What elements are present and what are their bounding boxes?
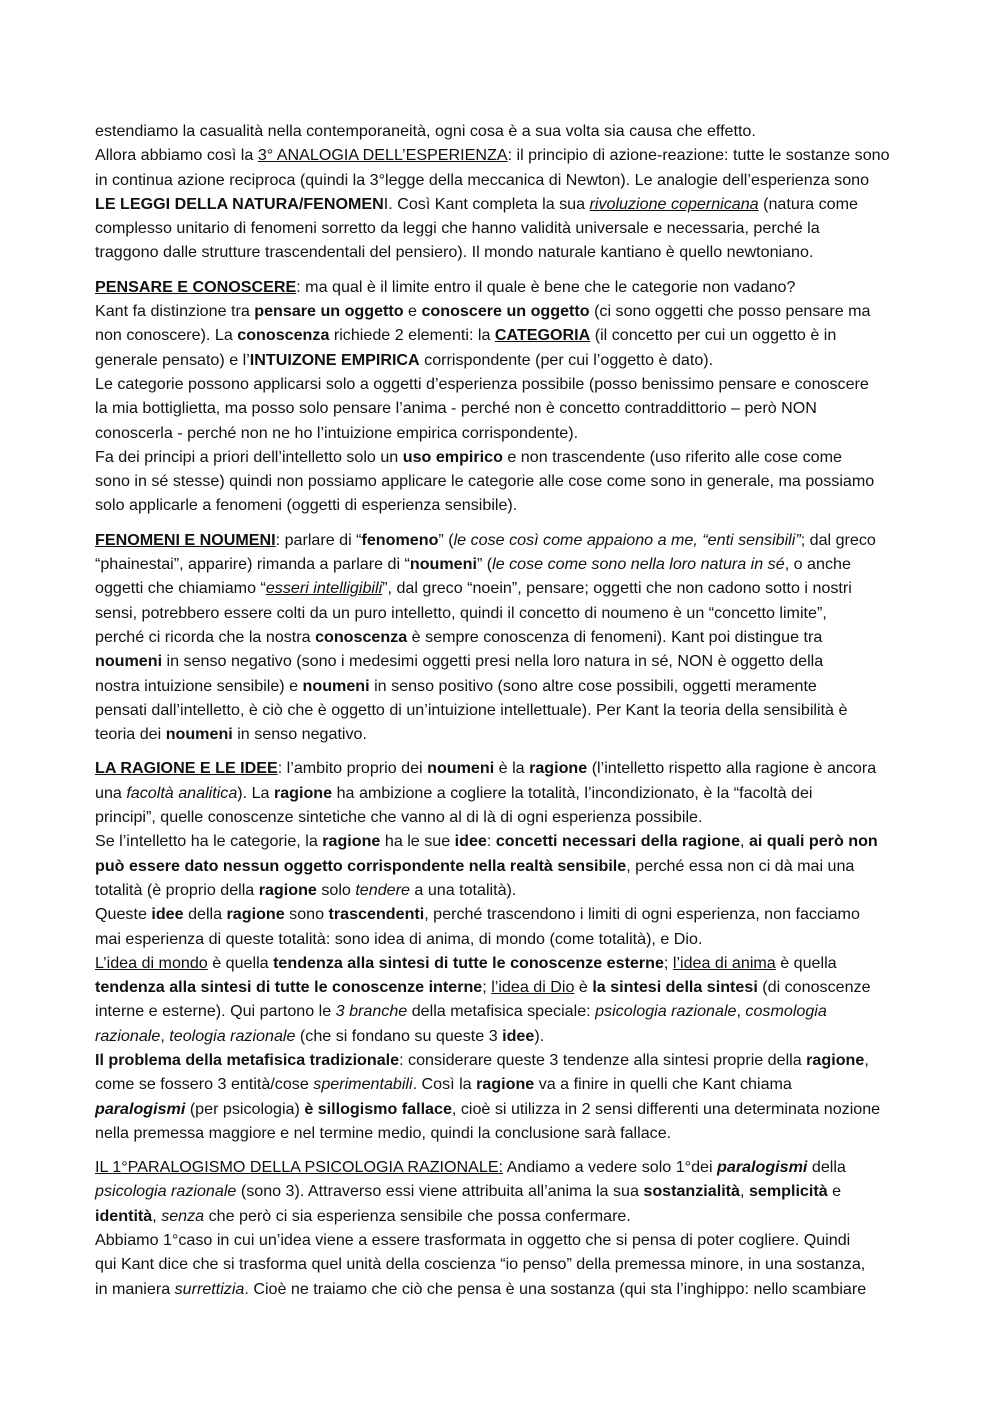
text-line: una facoltà analitica). La ragione ha ambizione a cogliere la totalità, l’incondizionato, è la “facoltà dei — [95, 783, 813, 802]
text-line: totalità (è proprio della ragione solo tendere a una totalità). — [95, 880, 517, 899]
text-line: oggetti che chiamiamo “esseri intelligibili”, dal greco “noein”, pensare; oggetti che non cadono sotto i nostri — [95, 579, 852, 598]
text-line: Fa dei principi a priori dell’intelletto solo un uso empirico e non trascendente (uso riferito alle cose come — [95, 447, 842, 466]
text-line: solo applicarle a fenomeni (oggetti di esperienza sensibile). — [95, 496, 518, 515]
text-line: interne e esterne). Qui partono le 3 branche della metafisica speciale: psicologia razionale, cosmologia — [95, 1002, 827, 1021]
text-line: qui Kant dice che si trasforma quel unità della coscienza “io penso” della premessa minore, in una sostanza, — [95, 1255, 866, 1274]
text-line: sono in sé stesse) quindi non possiamo applicare le categorie alle cose come sono in generale, ma possiamo — [95, 472, 875, 491]
paragraph-intro — [95, 119, 910, 265]
text-line: estendiamo la casualità nella contemporaneità, ogni cosa è a sua volta sia causa che effetto. — [95, 122, 756, 140]
text-line: Queste idee della ragione sono trascendenti, perché trascendono i limiti di ogni esperienza, non facciamo — [95, 905, 860, 924]
text-line: paralogismi (per psicologia) è sillogismo fallace, cioè si utilizza in 2 sensi differenti una determinata nozione — [95, 1099, 881, 1118]
text-line: “phainestai”, apparire) rimanda a parlare di “noumeni” (le cose come sono nella loro natura in sé, o anche — [95, 555, 851, 574]
text-line: in continua azione reciproca (quindi la 3°legge della meccanica di Newton). Le analogie dell’esperienza sono — [95, 170, 870, 189]
text-line: conoscerla - perché non ne ho l’intuizione empirica corrispondente). — [95, 423, 579, 442]
text-line: non conoscere). La conoscenza richiede 2 elementi: la CATEGORIA (il concetto per cui un oggetto è in — [95, 326, 837, 345]
text-line: PENSARE E CONOSCERE: ma qual è il limite entro il quale è bene che le categorie non vadano? — [95, 277, 796, 296]
text-line: Kant fa distinzione tra pensare un oggetto e conoscere un oggetto (ci sono oggetti che posso pensare ma — [95, 302, 871, 321]
text-line: Il problema della metafisica tradizionale: considerare queste 3 tendenze alla sintesi proprie della ragione, — [95, 1050, 869, 1069]
text-line: traggono dalle strutture trascendentali del pensiero). Il mondo naturale kantiano è quello newtoniano. — [95, 243, 814, 262]
text-line: psicologia razionale (sono 3). Attraverso essi viene attribuita all’anima la sua sostanzialità, semplicità e — [95, 1182, 842, 1201]
text-line: nostra intuizione sensibile) e noumeni in senso positivo (sono altre cose possibili, oggetti meramente — [95, 676, 817, 695]
text-line: mai esperienza di queste totalità: sono idea di anima, di mondo (come totalità), e Dio. — [95, 929, 703, 948]
text-line: può essere dato nessun oggetto corrispondente nella realtà sensibile, perché essa non ci dà mai una — [95, 856, 855, 875]
text-line: L’idea di mondo è quella tendenza alla sintesi di tutte le conoscenze esterne; l’idea di anima è quella — [95, 953, 837, 972]
text-line: pensati dall’intelletto, è ciò che è oggetto di un’intuizione intellettuale). Per Kant la teoria della sensibilità è — [95, 700, 848, 719]
text-line: generale pensato) e l’INTUIZONE EMPIRICA corrispondente (per cui l’oggetto è dato). — [95, 350, 714, 369]
text-line: Allora abbiamo così la 3° ANALOGIA DELL’ESPERIENZA: il principio di azione-reazione: tutte le sostanze sono — [95, 146, 890, 165]
text-line: IL 1°PARALOGISMO DELLA PSICOLOGIA RAZIONALE: Andiamo a vedere solo 1°dei paralogismi della — [95, 1158, 846, 1177]
text-line: la mia bottiglietta, ma posso solo pensare l’anima - perché non è concetto contraddittorio – però NON — [95, 399, 817, 418]
text-line: Se l’intelletto ha le categorie, la ragione ha le sue idee: concetti necessari della ragione, ai quali però non — [95, 832, 878, 851]
text-line: identità, senza che però ci sia esperienza sensibile che possa confermare. — [95, 1206, 631, 1225]
text-line: razionale, teologia razionale (che si fondano su queste 3 idee). — [95, 1026, 545, 1045]
text-line: Le categorie possono applicarsi solo a oggetti d’esperienza possibile (posso benissimo pensare e conoscere — [95, 374, 869, 393]
text-line: LA RAGIONE E LE IDEE: l’ambito proprio dei noumeni è la ragione (l’intelletto rispetto alla ragione è ancora — [95, 759, 877, 778]
text-line: principi”, quelle conoscenze sintetiche che vanno al di là di ogni esperienza possibile. — [95, 808, 703, 827]
paragraph-primo-paralogismo — [95, 1155, 910, 1301]
paragraph-fenomeni-e-noumeni — [95, 528, 910, 747]
text-line: come se fossero 3 entità/cose sperimentabili. Così la ragione va a finire in quelli che Kant chiama — [95, 1075, 792, 1094]
text-line: nella premessa maggiore e nel termine medio, quindi la conclusione sarà fallace. — [95, 1123, 672, 1142]
text-line: in maniera surrettizia. Cioè ne traiamo che ciò che pensa è una sostanza (qui sta l’inghippo: nello scambiare — [95, 1279, 867, 1298]
text-line: sensi, potrebbero essere colti da un puro intelletto, quindi il concetto di noumeno è un “concetto limite”, — [95, 603, 827, 622]
paragraph-ragione-e-idee — [95, 756, 910, 1145]
text-line: Abbiamo 1°caso in cui un’idea viene a essere trasformata in oggetto che si pensa di poter cogliere. Quindi — [95, 1231, 851, 1250]
text-line: complesso unitario di fenomeni sorretto da leggi che hanno validità universale e necessaria, perché la — [95, 219, 820, 238]
text-line: FENOMENI E NOUMENI: parlare di “fenomeno” (le cose così come appaiono a me, “enti sensibili”; dal greco — [95, 530, 876, 549]
text-line: teoria dei noumeni in senso negativo. — [95, 725, 367, 744]
paragraph-pensare-e-conoscere — [95, 275, 910, 518]
text-line: tendenza alla sintesi di tutte le conoscenze interne; l’idea di Dio è la sintesi della sintesi (di conoscenze — [95, 978, 871, 997]
text-line: LE LEGGI DELLA NATURA/FENOMENI. Così Kant completa la sua rivoluzione copernicana (natura come — [95, 194, 858, 213]
text-line: perché ci ricorda che la nostra conoscenza è sempre conoscenza di fenomeni). Kant poi distingue tra — [95, 627, 823, 646]
text-line: noumeni in senso negativo (sono i medesimi oggetti presi nella loro natura in sé, NON è oggetto della — [95, 652, 824, 671]
